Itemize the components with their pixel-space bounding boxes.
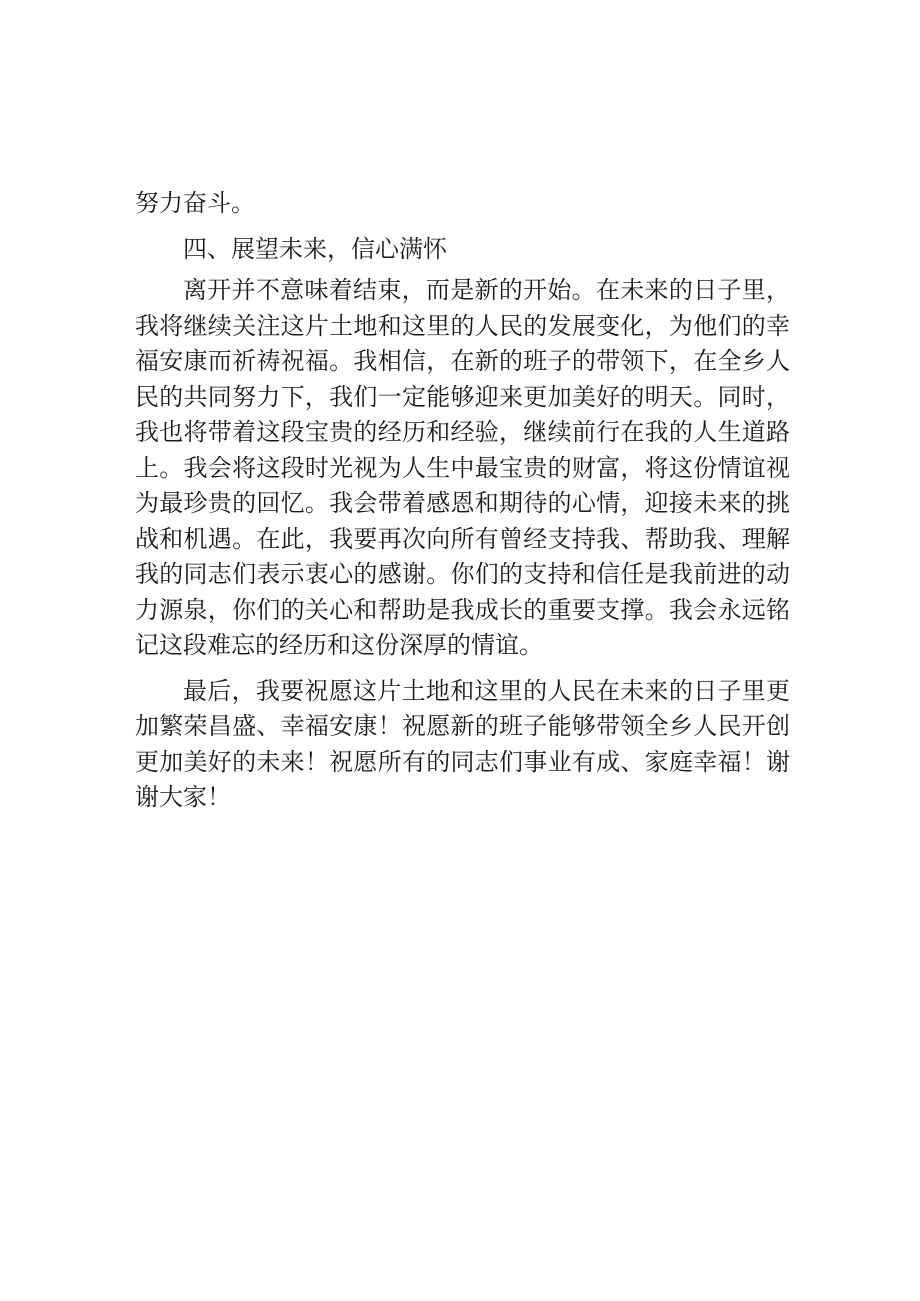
document-body (135, 186, 790, 826)
continuation-text: 努力奋斗。 (135, 189, 255, 217)
body-paragraph: 离开并不意味着结束，而是新的开始。在未来的日子里，我将继续关注这片土地和这里的人民的发展变化，为他们的幸福安康而祈祷祝福。我相信，在新的班子的带领下，在全乡人民的共同努力下，我们一定能够迎来更加美好的明天。同时，我也将带着这段宝贵的经历和经验，继续前行在我的人生道路上。我会将这段时光视为人生中最宝贵的财富，将这份情谊视为最珍贵的回忆。我会带着感恩和期待的心情，迎接未来的挑战和机遇。在此，我要再次向所有曾经支持我、帮助我、理解我的同志们表示衷心的感谢。你们的支持和信任是我前进的动力源泉，你们的关心和帮助是我成长的重要支撑。我会永远铭记这段难忘的经历和这份深厚的情谊。 (135, 276, 790, 659)
closing-paragraph: 最后，我要祝愿这片土地和这里的人民在未来的日子里更加繁荣昌盛、幸福安康！祝愿新的班子能够带领全乡人民开创更加美好的未来！祝愿所有的同志们事业有成、家庭幸福！谢谢大家！ (135, 676, 790, 811)
section-heading: 四、展望未来，信心满怀 (183, 234, 447, 263)
